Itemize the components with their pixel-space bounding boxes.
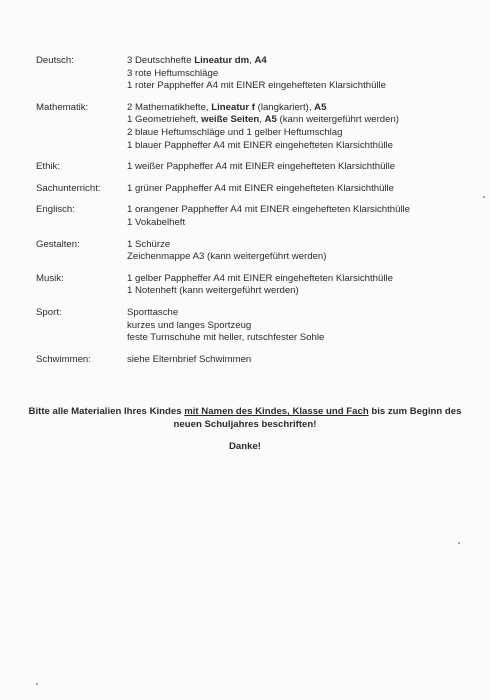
subject-name: Deutsch: (36, 55, 74, 66)
subject-items (127, 273, 476, 298)
emphasized-text: Lineatur f (211, 101, 255, 113)
subject-row (36, 273, 476, 298)
item-text: 1 Notenheft (kann weitergeführt werden) (127, 285, 299, 297)
subject-row (36, 204, 476, 229)
item-text: , (259, 114, 265, 126)
item-text: 2 blaue Heftumschläge und 1 gelber Heftumschlag (127, 126, 343, 138)
notice-text-end: bis zum Beginn des neuen Schuljahres beschriften! (173, 406, 462, 430)
subject-items (127, 102, 476, 152)
subject-row (36, 183, 476, 196)
item-text: 1 orangener Pappheffer A4 mit EINER eingehefteten Klarsichthülle (127, 204, 411, 216)
subject-name: Musik: (36, 272, 64, 284)
subject-name: Englisch: (36, 204, 75, 216)
emphasized-text: A4 (254, 55, 267, 66)
subject-name: Mathematik: (36, 101, 89, 113)
scan-speck (36, 683, 38, 685)
subject-row (36, 239, 476, 264)
material-item (127, 161, 476, 174)
material-item (127, 320, 476, 333)
subject-items (127, 55, 476, 93)
scan-speck (458, 542, 460, 544)
item-text: 1 Schürze (127, 238, 171, 250)
emphasized-text: Lineatur dm (194, 55, 250, 66)
subject-items (127, 161, 476, 174)
subject-row (36, 55, 476, 93)
item-text: Zeichenmappe A3 (kann weitergeführt werden) (127, 251, 327, 263)
subject-name: Sachunterricht: (36, 182, 101, 194)
item-text: 1 weißer Pappheffer A4 mit EINER eingehefteten Klarsichthülle (127, 161, 396, 173)
subject-name: Gestalten: (36, 238, 80, 250)
item-text: 1 gelber Pappheffer A4 mit EINER eingehefteten Klarsichthülle (127, 272, 393, 284)
subject-name: Sport: (36, 306, 62, 318)
item-text: 3 Deutschhefte (127, 55, 195, 66)
subject-items (127, 307, 476, 345)
subject-items (127, 183, 476, 196)
subject-row (36, 102, 476, 152)
subject-items (127, 354, 476, 367)
material-item (127, 285, 476, 298)
item-text: 1 Geometrieheft, (127, 114, 202, 126)
notice-text-start: Bitte alle Materialien Ihres Kindes (28, 406, 185, 417)
material-item (127, 354, 476, 367)
item-text: (kann weitergeführt werden) (276, 114, 399, 126)
subject-row (36, 161, 476, 174)
material-item (127, 217, 476, 230)
item-text: feste Turnschuhe mit heller, rutschfester Sohle (127, 332, 325, 344)
item-text: 1 roter Pappheffer A4 mit EINER eingehefteten Klarsichthülle (127, 80, 387, 92)
thanks-text: Danke! (229, 441, 261, 452)
item-text: kurzes und langes Sportzeug (127, 319, 252, 331)
material-item (127, 332, 476, 345)
item-text: Sporttasche (127, 306, 179, 318)
material-item (127, 68, 476, 81)
material-item (127, 273, 476, 286)
material-item (127, 204, 476, 217)
item-text: (langkariert), (254, 101, 315, 113)
subject-items (127, 204, 476, 229)
material-item (127, 251, 476, 264)
material-item (127, 183, 476, 196)
material-item (127, 55, 476, 68)
item-text: 3 rote Heftumschläge (127, 67, 219, 79)
subject-name: Ethik: (36, 161, 60, 173)
emphasized-text: A5 (264, 114, 277, 126)
item-text: siehe Elternbrief Schwimmen (127, 353, 252, 365)
subject-material-list (36, 55, 476, 366)
notice-text-underlined: mit Namen des Kindes, Klasse und Fach (184, 406, 369, 417)
emphasized-text: A5 (314, 101, 327, 113)
material-item (127, 127, 476, 140)
subject-row (36, 307, 476, 345)
scan-speck (483, 196, 485, 198)
subject-items (127, 239, 476, 264)
material-item (127, 307, 476, 320)
material-item (127, 140, 476, 153)
subject-name: Schwimmen: (36, 353, 91, 365)
item-text: 2 Mathematikhefte, (127, 101, 212, 113)
item-text: 1 grüner Pappheffer A4 mit EINER eingehefteten Klarsichthülle (127, 182, 395, 194)
emphasized-text: weiße Seiten (201, 114, 260, 126)
material-item (127, 114, 476, 127)
labeling-notice (20, 405, 470, 431)
material-item (127, 80, 476, 93)
item-text: 1 blauer Pappheffer A4 mit EINER eingehefteten Klarsichthülle (127, 139, 393, 151)
item-text: , (249, 55, 255, 66)
material-item (127, 102, 476, 115)
material-item (127, 239, 476, 252)
item-text: 1 Vokabelheft (127, 216, 186, 228)
subject-row (36, 354, 476, 367)
